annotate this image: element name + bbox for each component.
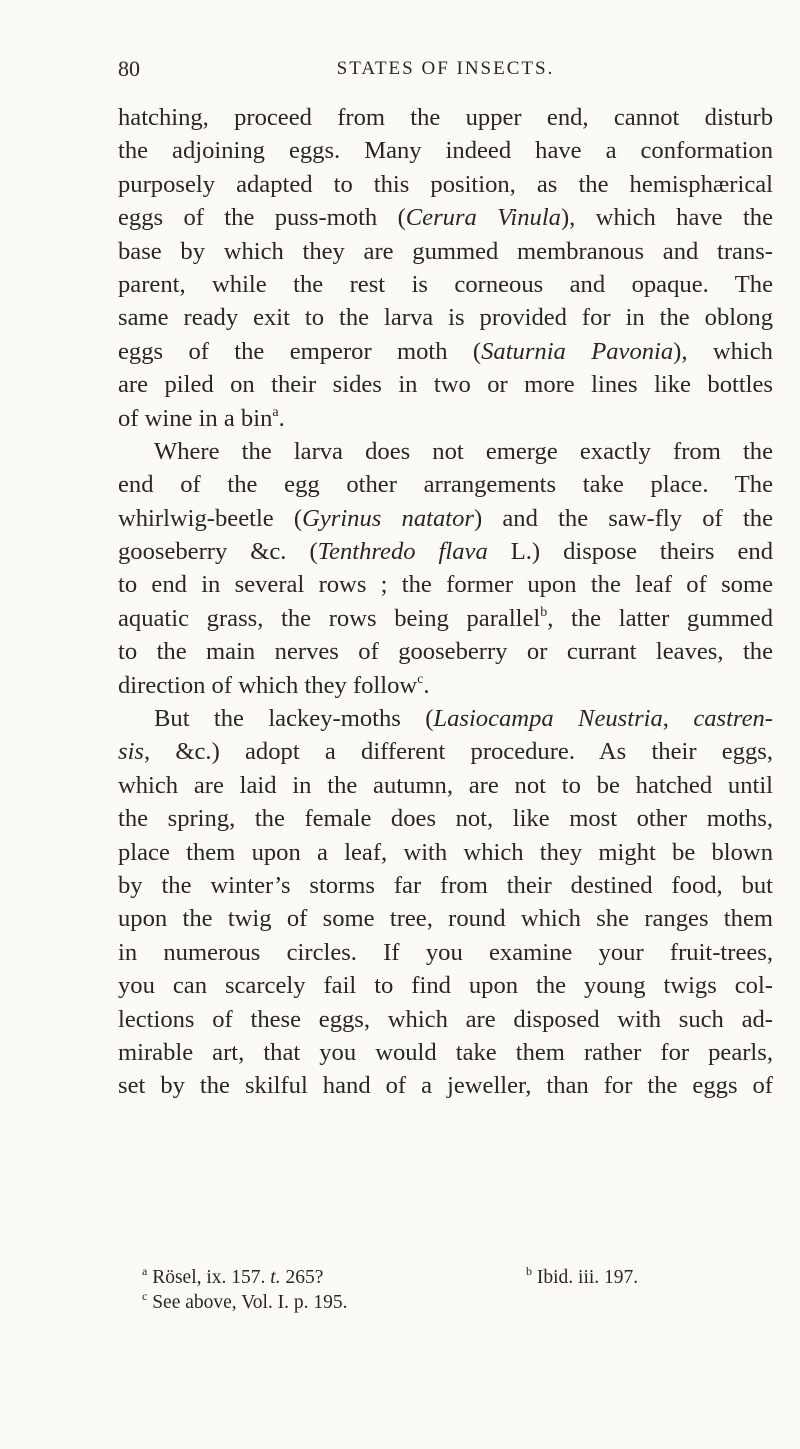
text-line	[118, 1036, 773, 1069]
body-text	[118, 101, 773, 1103]
footnote-ref: b	[540, 604, 548, 620]
text-line	[118, 368, 773, 401]
text-line	[118, 168, 773, 201]
page-number: 80	[118, 56, 140, 81]
text-line	[118, 936, 773, 969]
footnote-a-text: Rösel, ix. 157.	[152, 1267, 271, 1288]
line-text: end of the egg other arrangements take place. The	[118, 471, 773, 499]
running-head: STATES OF INSECTS.	[336, 58, 555, 79]
line-text: ), which	[673, 337, 773, 365]
line-text: Where the larva does not emerge exactly from the	[154, 437, 773, 465]
line-text: of wine in a bin	[118, 404, 273, 432]
line-text: But the lackey-moths (	[154, 705, 434, 733]
footnote-b	[526, 1265, 638, 1290]
line-text: same ready exit to the larva is provided for in the oblong	[118, 304, 773, 332]
text-line	[118, 402, 773, 435]
line-text: direction of which they follow	[118, 671, 418, 699]
text-line	[118, 836, 773, 869]
line-text: the spring, the female does not, like most other moths,	[118, 805, 773, 833]
text-line	[118, 201, 773, 234]
line-text: are piled on their sides in two or more lines like bottles	[118, 371, 773, 399]
text-line	[118, 335, 773, 368]
footnote-c	[142, 1290, 348, 1315]
line-text: purposely adapted to this position, as the hemisphærical	[118, 170, 773, 198]
footnote-a-italic: t.	[270, 1267, 281, 1288]
italic-text: Tenthredo flava	[317, 538, 488, 566]
line-text: the adjoining eggs. Many indeed have a conformation	[118, 137, 773, 165]
footnote-b-text: Ibid. iii. 197.	[536, 1267, 639, 1288]
line-text: in numerous circles. If you examine your fruit-trees,	[118, 938, 773, 966]
line-text: to the main nerves of gooseberry or currant leaves, the	[118, 638, 773, 666]
text-line	[118, 802, 773, 835]
line-text: aquatic grass, the rows being parallel	[118, 604, 541, 632]
text-line	[118, 702, 773, 735]
line-text: ), which have the	[560, 204, 773, 232]
footnote-c-mark: c	[142, 1289, 148, 1303]
text-line	[118, 869, 773, 902]
text-line	[118, 134, 773, 167]
line-text: ) and the saw-fly of the	[473, 504, 773, 532]
line-text: whirlwig-beetle (	[118, 504, 303, 532]
text-line	[118, 635, 773, 668]
line-text: which are laid in the autumn, are not to be hatched until	[118, 771, 773, 799]
footnote-ref: c	[417, 671, 424, 687]
italic-text: Cerura Vinula	[405, 204, 561, 232]
text-line	[118, 535, 773, 568]
italic-text: Lasiocampa Neustria	[433, 705, 663, 733]
line-text: upon the twig of some tree, round which she ranges them	[118, 905, 773, 933]
footnote-b-mark: b	[526, 1264, 532, 1278]
line-text: gooseberry &c. (	[118, 538, 318, 566]
text-line	[118, 602, 773, 635]
text-line	[118, 468, 773, 501]
text-line	[118, 101, 773, 134]
line-text: , &c.) adopt a different procedure. As their eggs,	[143, 738, 773, 766]
italic-text: castren-	[693, 705, 773, 733]
italic-text: Saturnia Pavonia	[481, 337, 674, 365]
line-text: lections of these eggs, which are disposed with such ad-	[118, 1005, 773, 1033]
line-text: eggs of the puss-moth (	[118, 204, 406, 232]
line-text: L.) dispose theirs end	[487, 538, 773, 566]
text-line	[118, 301, 773, 334]
line-text: you can scarcely fail to find upon the young twigs col-	[118, 972, 773, 1000]
footnote-a-mark: a	[142, 1264, 148, 1278]
text-line	[118, 969, 773, 1002]
line-text: ,	[662, 705, 694, 733]
text-line	[118, 568, 773, 601]
text-line	[118, 769, 773, 802]
italic-text: sis	[118, 738, 144, 766]
footnote-row	[118, 1265, 773, 1290]
footnote-a	[142, 1265, 323, 1290]
line-text: parent, while the rest is corneous and opaque. The	[118, 270, 773, 298]
line-text: to end in several rows ; the former upon the leaf of some	[118, 571, 773, 599]
text-line	[118, 235, 773, 268]
italic-text: Gyrinus natator	[302, 504, 474, 532]
footnote-a-text-2: 265?	[280, 1267, 324, 1288]
text-line	[118, 435, 773, 468]
footnote-ref: a	[272, 404, 279, 420]
line-text: .	[423, 671, 430, 699]
text-line	[118, 669, 773, 702]
footnote-row	[118, 1290, 773, 1315]
line-text: .	[278, 404, 285, 432]
line-text: place them upon a leaf, with which they might be blown	[118, 838, 773, 866]
text-line	[118, 1069, 773, 1102]
text-line	[118, 268, 773, 301]
footnotes	[118, 1265, 773, 1315]
line-text: eggs of the emperor moth (	[118, 337, 482, 365]
line-text: , the latter gummed	[547, 604, 773, 632]
line-text: by the winter’s storms far from their destined food, but	[118, 871, 773, 899]
footnote-c-text: See above, Vol. I. p. 195.	[152, 1292, 348, 1313]
page-header	[118, 56, 773, 86]
line-text: mirable art, that you would take them rather for pearls,	[118, 1038, 773, 1066]
line-text: hatching, proceed from the upper end, cannot disturb	[118, 104, 773, 131]
line-text: set by the skilful hand of a jeweller, than for the eggs of	[118, 1072, 773, 1100]
line-text: base by which they are gummed membranous and trans-	[118, 237, 773, 265]
text-line	[118, 735, 773, 768]
text-line	[118, 902, 773, 935]
text-line	[118, 502, 773, 535]
text-line	[118, 1003, 773, 1036]
